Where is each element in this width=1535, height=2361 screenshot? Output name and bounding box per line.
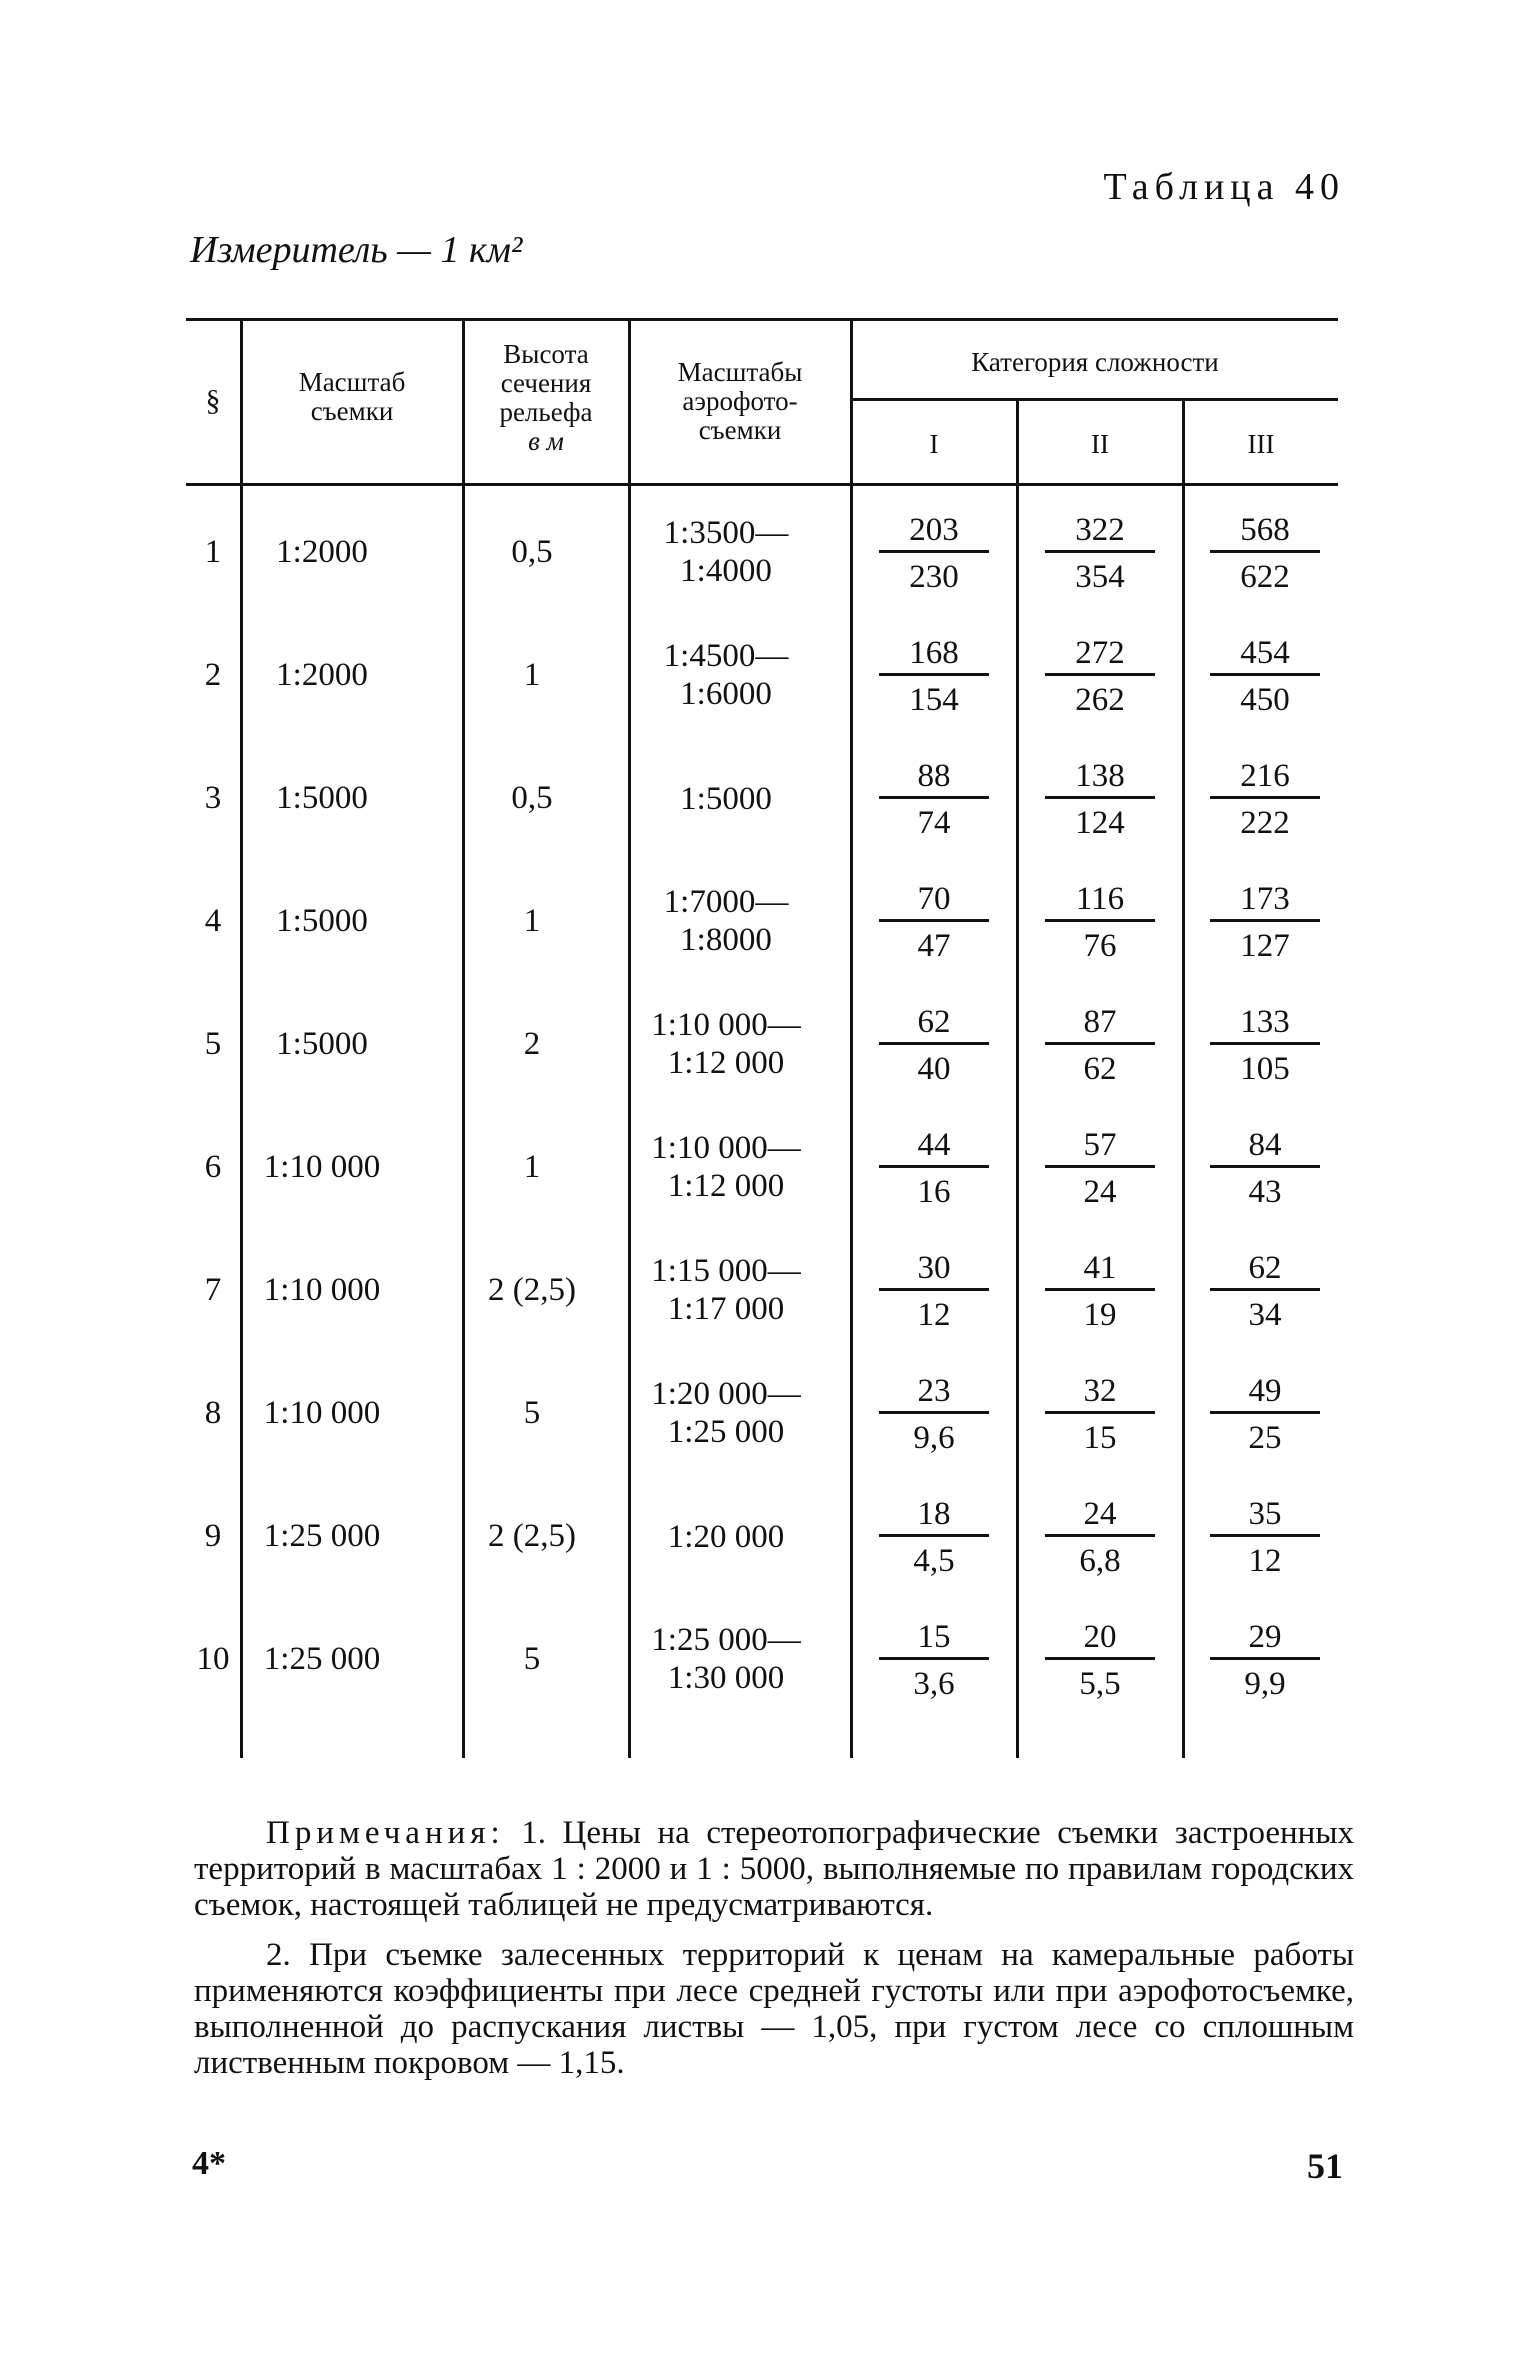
price-numerator: 18 — [879, 1494, 989, 1537]
row-survey-scale: 1:10 000 — [263, 1395, 381, 1431]
aero-scale-to: 1:12 000 — [667, 1045, 785, 1081]
price-denominator: 5,5 — [1079, 1666, 1121, 1702]
price-numerator: 116 — [1045, 879, 1155, 922]
category-3-price — [1210, 1248, 1320, 1331]
category-1-price — [879, 1002, 989, 1085]
category-2-price — [1045, 1125, 1155, 1208]
row-aero-scale — [626, 1006, 826, 1082]
price-denominator: 12 — [917, 1297, 951, 1333]
category-1-price — [879, 1371, 989, 1454]
header-category: Категория сложности — [971, 347, 1219, 377]
row-section-number: 6 — [204, 1149, 222, 1185]
category-3-price — [1210, 879, 1320, 962]
category-1-price — [879, 879, 989, 962]
row-section-number: 10 — [196, 1641, 230, 1677]
price-numerator: 41 — [1045, 1248, 1155, 1291]
aero-scale-from: 1:10 000— — [651, 1130, 801, 1166]
price-numerator: 173 — [1210, 879, 1320, 922]
price-table — [186, 318, 1338, 1758]
signature-mark: 4* — [192, 2145, 226, 2182]
header-aero-scale: Масштабы аэрофото- съемки — [677, 357, 803, 445]
category-3-price — [1210, 1371, 1320, 1454]
table-top-rule — [186, 318, 1338, 321]
aero-scale-to: 1:4000 — [680, 553, 772, 589]
price-numerator: 138 — [1045, 756, 1155, 799]
category-1-price — [879, 756, 989, 839]
price-numerator: 70 — [879, 879, 989, 922]
price-denominator: 3,6 — [913, 1666, 955, 1702]
price-numerator: 23 — [879, 1371, 989, 1414]
category-1-price — [879, 1125, 989, 1208]
row-survey-scale: 1:2000 — [276, 534, 368, 570]
category-3-price — [1210, 1494, 1320, 1577]
header-cat-2: II — [1091, 429, 1109, 459]
price-denominator: 25 — [1248, 1420, 1282, 1456]
category-3-price — [1210, 756, 1320, 839]
category-2-price — [1045, 1248, 1155, 1331]
table-row — [186, 633, 1338, 756]
row-relief-height: 2 (2,5) — [488, 1518, 576, 1554]
category-2-price — [1045, 510, 1155, 593]
table-row — [186, 1002, 1338, 1125]
row-relief-height: 0,5 — [511, 534, 553, 570]
price-denominator: 62 — [1083, 1051, 1117, 1087]
price-numerator: 87 — [1045, 1002, 1155, 1045]
row-aero-scale — [626, 637, 826, 713]
aero-scale-to: 1:20 000 — [667, 1519, 785, 1555]
price-numerator: 133 — [1210, 1002, 1320, 1045]
price-denominator: 354 — [1075, 559, 1125, 595]
row-section-number: 2 — [204, 657, 222, 693]
aero-scale-from: 1:25 000— — [651, 1622, 801, 1658]
row-section-number: 8 — [204, 1395, 222, 1431]
row-aero-scale — [626, 1375, 826, 1451]
category-1-price — [879, 1617, 989, 1700]
table-row — [186, 1617, 1338, 1740]
aero-scale-to: 1:30 000 — [667, 1660, 785, 1696]
row-survey-scale: 1:25 000 — [263, 1518, 381, 1554]
notes-label: Примечания: — [266, 1815, 505, 1851]
row-relief-height: 2 (2,5) — [488, 1272, 576, 1308]
measure-unit: Измеритель — 1 км² — [190, 229, 523, 271]
price-numerator: 62 — [879, 1002, 989, 1045]
price-denominator: 43 — [1248, 1174, 1282, 1210]
category-1-price — [879, 1248, 989, 1331]
price-denominator: 230 — [909, 559, 959, 595]
aero-scale-to: 1:8000 — [680, 922, 772, 958]
price-denominator: 154 — [909, 682, 959, 718]
price-numerator: 20 — [1045, 1617, 1155, 1660]
aero-scale-from: 1:4500— — [663, 638, 789, 674]
price-denominator: 105 — [1240, 1051, 1290, 1087]
table-row — [186, 1248, 1338, 1371]
row-aero-scale — [626, 1518, 826, 1556]
row-aero-scale — [626, 514, 826, 590]
row-aero-scale — [626, 780, 826, 818]
price-numerator: 35 — [1210, 1494, 1320, 1537]
row-survey-scale: 1:2000 — [276, 657, 368, 693]
row-aero-scale — [626, 1621, 826, 1697]
row-aero-scale — [626, 1129, 826, 1205]
row-survey-scale: 1:5000 — [276, 1026, 368, 1062]
price-denominator: 47 — [917, 928, 951, 964]
note-2: 2. При съемке залесенных территорий к ценам на камеральные работы применяются коэффициенты при лесе средней густоты или при аэрофотосъемке, выполненной до распускания листвы — 1,05, при густом лесе со сплошным лиственным покровом — 1,15. — [194, 1937, 1354, 2081]
price-denominator: 9,6 — [913, 1420, 955, 1456]
price-numerator: 32 — [1045, 1371, 1155, 1414]
row-relief-height: 0,5 — [511, 780, 553, 816]
header-section: § — [205, 384, 221, 417]
category-2-price — [1045, 633, 1155, 716]
price-numerator: 49 — [1210, 1371, 1320, 1414]
price-denominator: 4,5 — [913, 1543, 955, 1579]
aero-scale-to: 1:5000 — [680, 781, 772, 817]
row-relief-height: 1 — [523, 1149, 541, 1185]
header-scale: Масштаб съемки — [298, 367, 406, 426]
row-survey-scale: 1:10 000 — [263, 1272, 381, 1308]
row-aero-scale — [626, 883, 826, 959]
notes — [194, 1815, 1354, 2095]
price-numerator: 454 — [1210, 633, 1320, 676]
price-denominator: 16 — [917, 1174, 951, 1210]
price-denominator: 262 — [1075, 682, 1125, 718]
row-survey-scale: 1:5000 — [276, 903, 368, 939]
aero-scale-to: 1:25 000 — [667, 1414, 785, 1450]
price-denominator: 24 — [1083, 1174, 1117, 1210]
category-2-price — [1045, 1494, 1155, 1577]
category-1-price — [879, 1494, 989, 1577]
price-denominator: 34 — [1248, 1297, 1282, 1333]
row-section-number: 5 — [204, 1026, 222, 1062]
price-numerator: 30 — [879, 1248, 989, 1291]
price-denominator: 76 — [1083, 928, 1117, 964]
row-aero-scale — [626, 1252, 826, 1328]
price-denominator: 6,8 — [1079, 1543, 1121, 1579]
price-denominator: 222 — [1240, 805, 1290, 841]
row-section-number: 4 — [204, 903, 222, 939]
row-survey-scale: 1:5000 — [276, 780, 368, 816]
category-sub-rule — [850, 398, 1338, 401]
table-row — [186, 1125, 1338, 1248]
row-section-number: 9 — [204, 1518, 222, 1554]
price-numerator: 29 — [1210, 1617, 1320, 1660]
note-1: Примечания: 1. Цены на стереотопографические съемки застроенных территорий в масштабах 1 : 2000 и 1 : 5000, выполняемые по правилам городских съемок, настоящей таблицей не предусматриваются. — [194, 1815, 1354, 1923]
table-title: Таблица 40 — [1103, 166, 1345, 208]
price-numerator: 88 — [879, 756, 989, 799]
header-height: Высота сечения рельефа в м — [499, 339, 593, 456]
category-2-price — [1045, 1617, 1155, 1700]
aero-scale-to: 1:6000 — [680, 676, 772, 712]
category-3-price — [1210, 633, 1320, 716]
price-denominator: 127 — [1240, 928, 1290, 964]
price-denominator: 124 — [1075, 805, 1125, 841]
table-row — [186, 1371, 1338, 1494]
page-number: 51 — [1307, 2146, 1343, 2186]
category-3-price — [1210, 1125, 1320, 1208]
row-survey-scale: 1:25 000 — [263, 1641, 381, 1677]
price-numerator: 168 — [879, 633, 989, 676]
price-denominator: 74 — [917, 805, 951, 841]
price-numerator: 203 — [879, 510, 989, 553]
row-relief-height: 5 — [523, 1395, 541, 1431]
category-2-price — [1045, 1371, 1155, 1454]
price-denominator: 40 — [917, 1051, 951, 1087]
table-row — [186, 756, 1338, 879]
row-survey-scale: 1:10 000 — [263, 1149, 381, 1185]
header-cat-1: I — [929, 429, 939, 459]
aero-scale-from: 1:15 000— — [651, 1253, 801, 1289]
table-row — [186, 879, 1338, 1002]
header-bottom-rule — [186, 483, 1338, 486]
aero-scale-to: 1:17 000 — [667, 1291, 785, 1327]
row-relief-height: 2 — [523, 1026, 541, 1062]
category-3-price — [1210, 1617, 1320, 1700]
price-numerator: 24 — [1045, 1494, 1155, 1537]
row-section-number: 1 — [204, 534, 222, 570]
table-row — [186, 510, 1338, 633]
price-numerator: 216 — [1210, 756, 1320, 799]
aero-scale-from: 1:3500— — [663, 515, 789, 551]
price-denominator: 9,9 — [1244, 1666, 1286, 1702]
price-numerator: 15 — [879, 1617, 989, 1660]
price-denominator: 15 — [1083, 1420, 1117, 1456]
aero-scale-to: 1:12 000 — [667, 1168, 785, 1204]
category-3-price — [1210, 510, 1320, 593]
price-numerator: 84 — [1210, 1125, 1320, 1168]
price-denominator: 19 — [1083, 1297, 1117, 1333]
category-2-price — [1045, 1002, 1155, 1085]
price-numerator: 568 — [1210, 510, 1320, 553]
category-1-price — [879, 510, 989, 593]
aero-scale-from: 1:20 000— — [651, 1376, 801, 1412]
category-2-price — [1045, 756, 1155, 839]
aero-scale-from: 1:10 000— — [651, 1007, 801, 1043]
row-section-number: 3 — [204, 780, 222, 816]
price-numerator: 272 — [1045, 633, 1155, 676]
table-row — [186, 1494, 1338, 1617]
aero-scale-from: 1:7000— — [663, 884, 789, 920]
row-relief-height: 1 — [523, 657, 541, 693]
row-section-number: 7 — [204, 1272, 222, 1308]
category-3-price — [1210, 1002, 1320, 1085]
price-denominator: 450 — [1240, 682, 1290, 718]
category-2-price — [1045, 879, 1155, 962]
price-numerator: 62 — [1210, 1248, 1320, 1291]
price-numerator: 57 — [1045, 1125, 1155, 1168]
price-denominator: 12 — [1248, 1543, 1282, 1579]
price-denominator: 622 — [1240, 559, 1290, 595]
category-1-price — [879, 633, 989, 716]
price-numerator: 44 — [879, 1125, 989, 1168]
header-cat-3: III — [1247, 429, 1275, 459]
row-relief-height: 5 — [523, 1641, 541, 1677]
row-relief-height: 1 — [523, 903, 541, 939]
price-numerator: 322 — [1045, 510, 1155, 553]
